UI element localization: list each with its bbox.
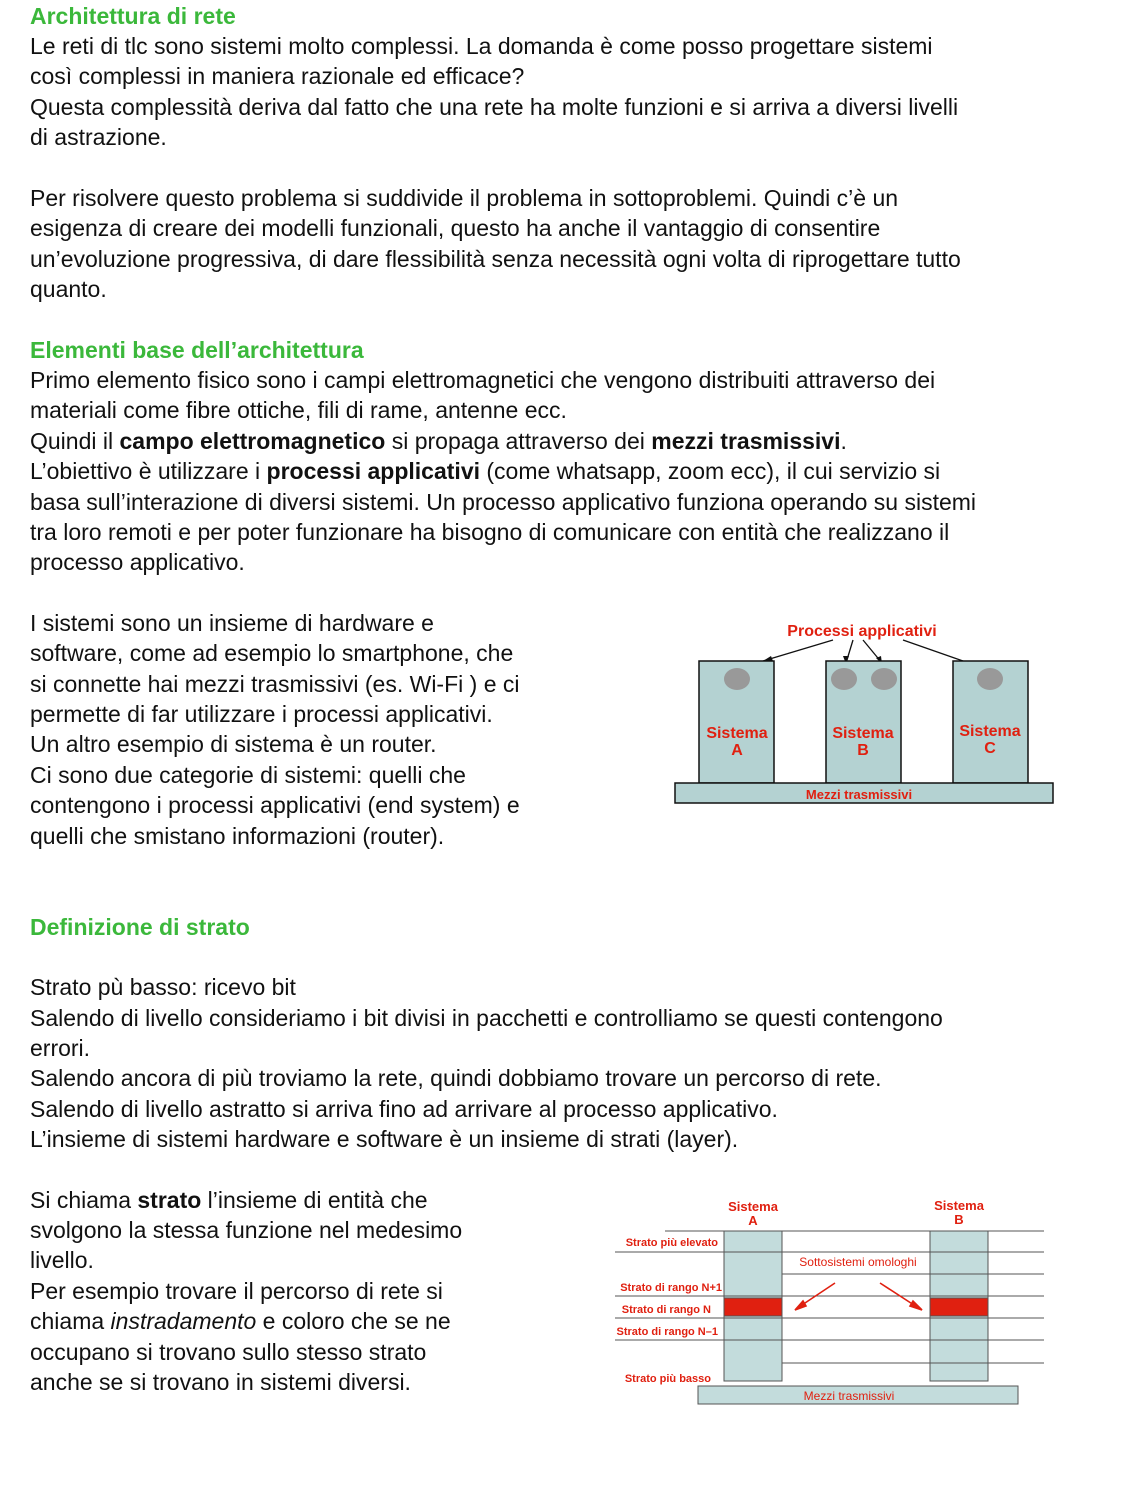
layer-n-highlight-b [930,1298,988,1316]
text-run: L’obiettivo è utilizzare i [30,458,267,484]
system-label: C [984,740,996,757]
paragraph-line: Primo elemento fisico sono i campi elettromagnetici che vengono distribuiti attraverso dei [30,367,936,393]
paragraph-line: contengono i processi applicativi (end system) e [30,792,520,818]
paragraph-line [30,426,847,456]
layer-label: Strato più basso [624,1373,711,1385]
text-run: (come whatsapp, zoom ecc), il cui servizio si [480,458,941,484]
paragraph-line: Un altro esempio di sistema è un router. [30,731,437,757]
process-dot [831,668,857,690]
system-label: A [731,742,743,759]
bold-term: campo elettromagnetico [119,428,386,454]
text-run: Quindi il [30,428,120,454]
paragraph-line: I sistemi sono un insieme di hardware e [30,610,434,636]
diagram-strati [600,1195,1050,1410]
base-label: Mezzi trasmissivi [803,1389,895,1403]
paragraph-line: si connette hai mezzi trasmissivi (es. Wi-Fi ) e ci [30,671,520,697]
paragraph-line [30,1306,451,1336]
paragraph-line: Salendo di livello astratto si arriva fino ad arrivare al processo applicativo. [30,1096,778,1122]
paragraph-line: Ci sono due categorie di sistemi: quelli che [30,762,466,788]
paragraph-line: anche se si trovano in sistemi diversi. [30,1369,411,1395]
paragraph-line [30,456,940,486]
paragraph-line: Salendo ancora di più troviamo la rete, quindi dobbiamo trovare un percorso di rete. [30,1065,882,1091]
bold-term: processi applicativi [266,458,480,484]
section-heading-architettura: Architettura di rete [30,3,236,29]
system-label: Sistema [832,725,894,742]
paragraph-line: Strato pù basso: ricevo bit [30,974,296,1000]
system-a-label: Sistema [728,1199,778,1214]
paragraph-line: Salendo di livello consideriamo i bit divisi in pacchetti e controlliamo se questi contengono [30,1005,943,1031]
system-label: B [857,742,869,759]
paragraph-line: L’insieme di sistemi hardware e software è un insieme di strati (layer). [30,1126,739,1152]
diagram-processi-applicativi [665,612,1065,812]
paragraph-line [30,1185,428,1215]
layer-label: Strato di rango N–1 [616,1326,718,1338]
bold-term: strato [137,1187,202,1213]
text-run: si propaga attraverso dei [385,428,652,454]
layer-label: Strato di rango N+1 [620,1282,722,1294]
layer-label: Strato di rango N [621,1304,711,1316]
text-run: . [840,428,847,454]
text-run: l’insieme di entità che [201,1187,428,1213]
base-label: Mezzi trasmissivi [805,787,913,802]
diagram-title: Processi applicativi [787,623,937,640]
text-run: e coloro che se ne [256,1308,451,1334]
section-heading-strato: Definizione di strato [30,914,250,940]
process-dot [977,668,1003,690]
system-label: Sistema [959,723,1021,740]
paragraph-line: esigenza di creare dei modelli funzionali, questo ha anche il vantaggio di consentire [30,215,881,241]
paragraph-line: di astrazione. [30,124,167,150]
process-dot [871,668,897,690]
paragraph-line: occupano si trovano sullo stesso strato [30,1339,427,1365]
text-run: Si chiama [30,1187,138,1213]
peer-subsystems-label: Sottosistemi omologhi [799,1255,917,1269]
paragraph-line: svolgono la stessa funzione nel medesimo [30,1217,463,1243]
paragraph-line: Per esempio trovare il percorso di rete si [30,1278,443,1304]
paragraph-line: quelli che smistano informazioni (router). [30,823,445,849]
paragraph-line: software, come ad esempio lo smartphone, che [30,640,514,666]
system-a-label: A [748,1213,758,1228]
paragraph-line: quanto. [30,276,107,302]
paragraph-line: Questa complessità deriva dal fatto che una rete ha molte funzioni e si arriva a diversi livelli [30,94,959,120]
paragraph-line: così complessi in maniera razionale ed efficace? [30,63,525,89]
system-b-label: B [954,1212,964,1227]
italic-term: instradamento [110,1308,257,1334]
layer-n-highlight-a [724,1298,782,1316]
paragraph-line: tra loro remoti e per poter funzionare ha bisogno di comunicare con entità che realizzano il [30,519,950,545]
layer-label: Strato più elevato [625,1237,718,1249]
paragraph-line: processo applicativo. [30,549,245,575]
paragraph-line: un’evoluzione progressiva, di dare flessibilità senza necessità ogni volta di riprogettare tutto [30,246,961,272]
paragraph-line: errori. [30,1035,91,1061]
paragraph-line: basa sull’interazione di diversi sistemi. Un processo applicativo funziona operando su sistemi [30,489,977,515]
process-dot [724,668,750,690]
paragraph-line: livello. [30,1247,94,1273]
bold-term: mezzi trasmissivi [651,428,841,454]
paragraph-line: materiali come fibre ottiche, fili di rame, antenne ecc. [30,397,567,423]
text-run: chiama [30,1308,111,1334]
paragraph-line: Per risolvere questo problema si suddivide il problema in sottoproblemi. Quindi c’è un [30,185,899,211]
paragraph-line: permette di far utilizzare i processi applicativi. [30,701,493,727]
section-heading-elementi: Elementi base dell’architettura [30,337,364,363]
system-b-label: Sistema [934,1198,984,1213]
system-label: Sistema [706,725,768,742]
paragraph-line: Le reti di tlc sono sistemi molto complessi. La domanda è come posso progettare sistemi [30,33,933,59]
